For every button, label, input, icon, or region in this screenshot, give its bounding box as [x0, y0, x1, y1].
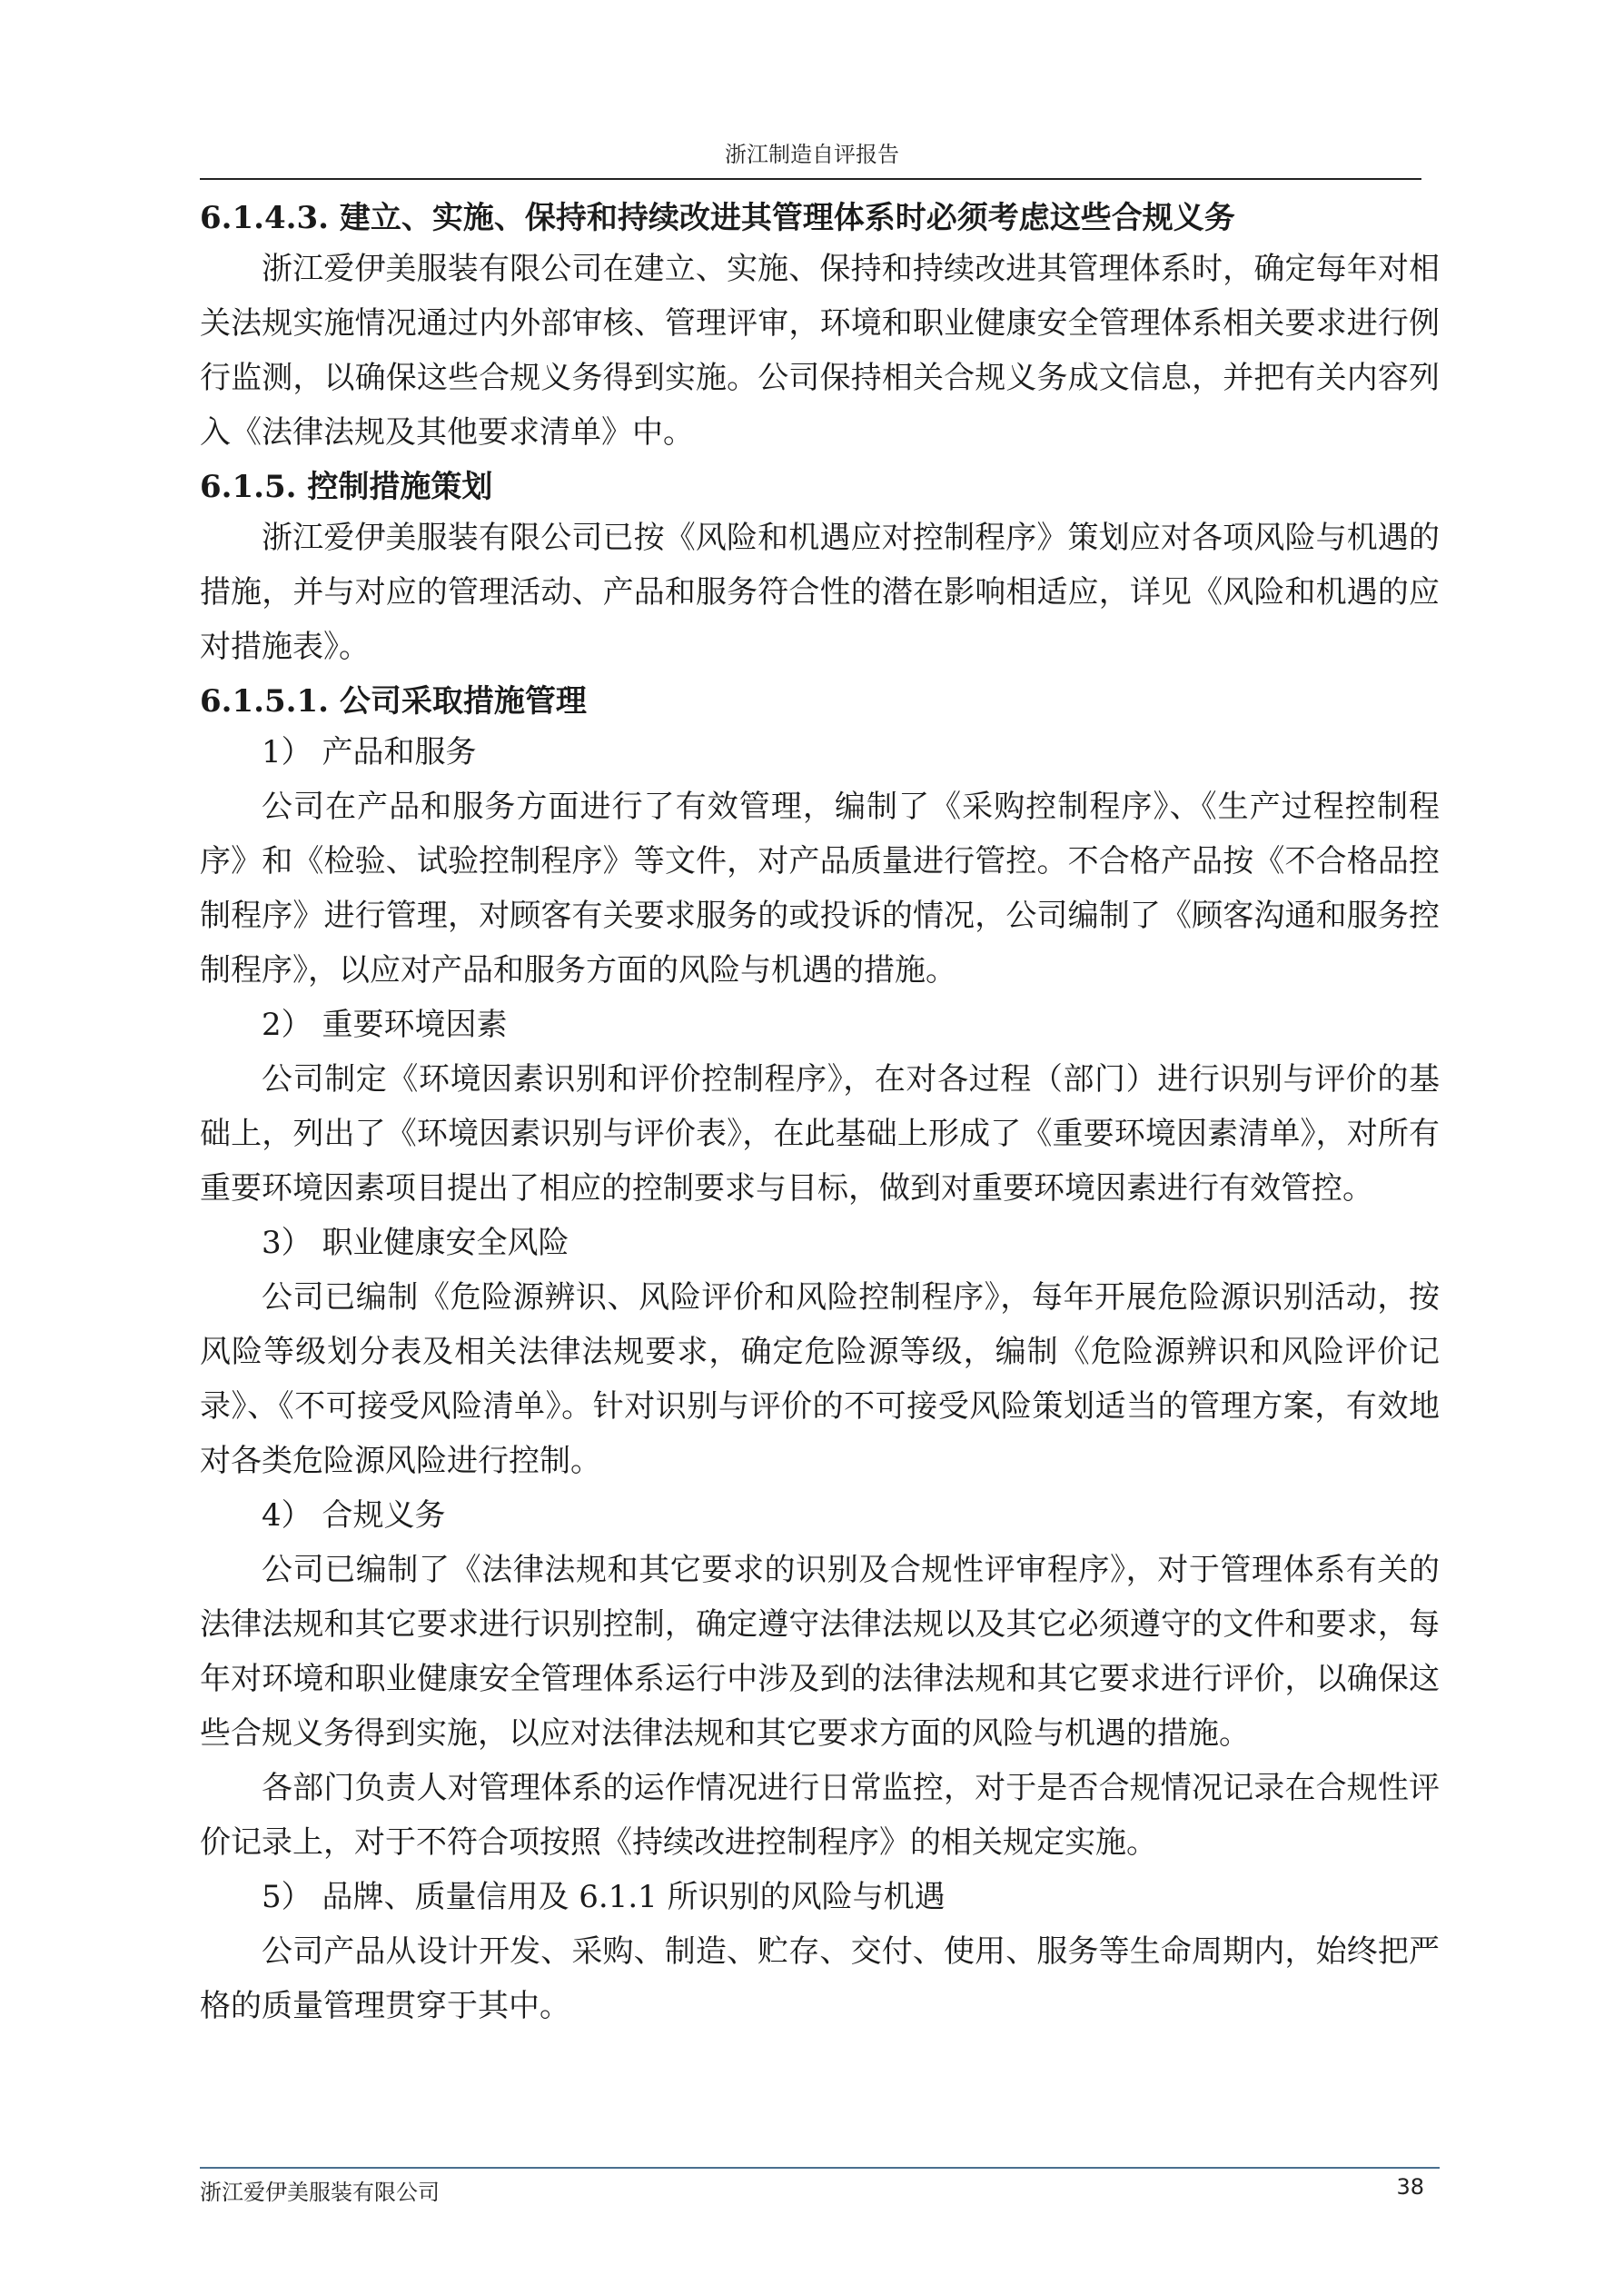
list-item-heading: 5） 品牌、质量信用及 6.1.1 所识别的风险与机遇 [262, 1879, 946, 1915]
page-header: 浙江制造自评报告 [725, 142, 899, 167]
list-item-heading: 3） 职业健康安全风险 [262, 1225, 569, 1261]
page-number: 38 [1396, 2174, 1424, 2200]
list-item-heading: 4） 合规义务 [262, 1497, 446, 1534]
section-heading-6-1-5: 6.1.5. 控制措施策划 [200, 469, 493, 505]
paragraph: 公司制定《环境因素识别和评价控制程序》，在对各过程（部门）进行识别与评价的基础上，列出了《环境因素识别与评价表》，在此基础上形成了《重要环境因素清单》，对所有重要环境因素项目提出了相应的控制要求与目标，做到对重要环境因素进行有效管控。 [200, 1061, 1440, 1207]
section-heading-6-1-5-1: 6.1.5.1. 公司采取措施管理 [200, 683, 587, 720]
paragraph: 公司在产品和服务方面进行了有效管理，编制了《采购控制程序》、《生产过程控制程序》和《检验、试验控制程序》等文件，对产品质量进行管控。不合格产品按《不合格品控制程序》进行管理，对顾客有关要求服务的或投诉的情况，公司编制了《顾客沟通和服务控制程序》，以应对产品和服务方面的风险与机遇的措施。 [200, 789, 1440, 989]
paragraph: 浙江爱伊美服装有限公司在建立、实施、保持和持续改进其管理体系时，确定每年对相关法规实施情况通过内外部审核、管理评审，环境和职业健康安全管理体系相关要求进行例行监测，以确保这些合规义务得到实施。公司保持相关合规义务成文信息，并把有关内容列入《法律法规及其他要求清单》中。 [200, 251, 1440, 451]
paragraph: 浙江爱伊美服装有限公司已按《风险和机遇应对控制程序》策划应对各项风险与机遇的措施，并与对应的管理活动、产品和服务符合性的潜在影响相适应，详见《风险和机遇的应对措施表》。 [200, 520, 1440, 665]
footer-rule [200, 2167, 1440, 2169]
list-item-heading: 1） 产品和服务 [262, 734, 477, 770]
paragraph: 公司已编制《危险源辨识、风险评价和风险控制程序》，每年开展危险源识别活动，按风险等级划分表及相关法律法规要求，确定危险源等级，编制《危险源辨识和风险评价记录》、《不可接受风险清单》。针对识别与评价的不可接受风险策划适当的管理方案，有效地对各类危险源风险进行控制。 [200, 1279, 1440, 1479]
paragraph: 公司产品从设计开发、采购、制造、贮存、交付、使用、服务等生命周期内，始终把严格的质量管理贯穿于其中。 [200, 1933, 1440, 2024]
section-heading-6-1-4-3: 6.1.4.3. 建立、实施、保持和持续改进其管理体系时必须考虑这些合规义务 [200, 200, 1235, 236]
paragraph: 各部门负责人对管理体系的运作情况进行日常监控，对于是否合规情况记录在合规性评价记录上，对于不符合项按照《持续改进控制程序》的相关规定实施。 [200, 1770, 1440, 1861]
footer-company: 浙江爱伊美服装有限公司 [200, 2180, 440, 2205]
document-body [200, 191, 1440, 2033]
paragraph: 公司已编制了《法律法规和其它要求的识别及合规性评审程序》，对于管理体系有关的法律法规和其它要求进行识别控制，确定遵守法律法规以及其它必须遵守的文件和要求，每年对环境和职业健康安全管理体系运行中涉及到的法律法规和其它要求进行评价，以确保这些合规义务得到实施，以应对法律法规和其它要求方面的风险与机遇的措施。 [200, 1552, 1440, 1752]
list-item-heading: 2） 重要环境因素 [262, 1007, 508, 1043]
header-rule [200, 178, 1421, 180]
